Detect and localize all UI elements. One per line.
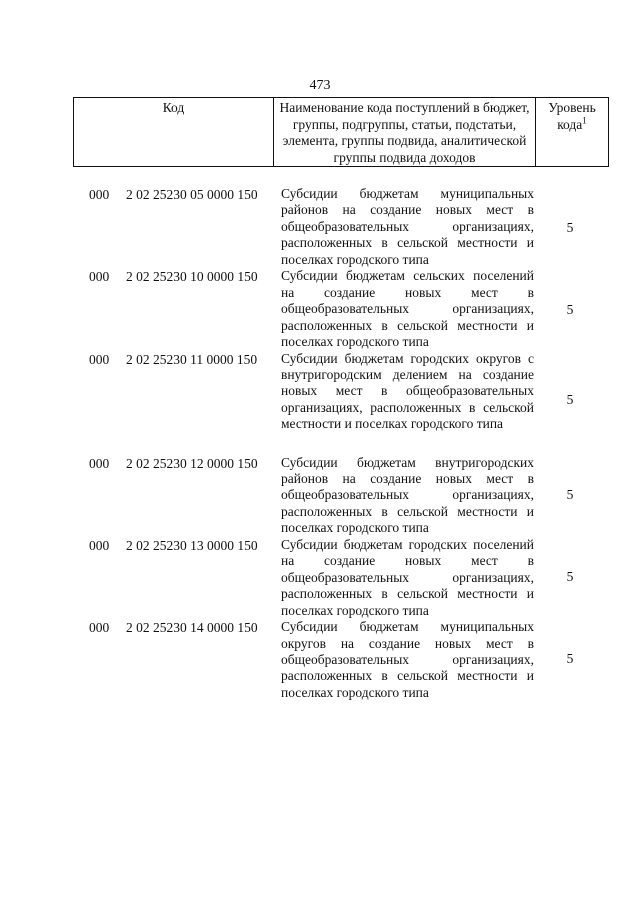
admin-code: 000 <box>89 351 110 367</box>
admin-code: 000 <box>89 455 110 471</box>
header-name: Наименование кода поступлений в бюджет, группы, подгруппы, статьи, подстатьи, элемента, группы подвида, аналитической группы подвида доходов <box>274 98 536 166</box>
income-name: Субсидии бюджетам городских поселений на создание новых мест в общеобразовательных организациях, расположенных в сельской местности и поселках городского типа <box>281 536 534 618</box>
budget-code: 2 02 25230 11 0000 150 <box>126 351 258 367</box>
table-row <box>0 455 640 537</box>
header-level-label: Уровень кода <box>548 100 596 132</box>
code-level: 5 <box>566 486 574 502</box>
budget-code: 2 02 25230 12 0000 150 <box>126 455 258 471</box>
budget-code: 2 02 25230 05 0000 150 <box>126 187 258 202</box>
admin-code: 000 <box>89 187 110 202</box>
table-row <box>0 186 640 268</box>
admin-code: 000 <box>89 269 110 285</box>
code-level: 5 <box>566 391 574 407</box>
income-name: Субсидии бюджетам внутригородских районов на создание новых мест в общеобразовательных организациях, расположенных в сельской местности и поселках городского типа <box>281 454 534 536</box>
code-level: 5 <box>566 220 574 235</box>
income-name: Субсидии бюджетам городских округов с внутригородским делением на создание новых мест в общеобразовательных организациях, расположенных в сельской местности и поселках городского типа <box>281 350 534 432</box>
page-number: 473 <box>309 78 331 93</box>
income-code-list <box>0 186 640 701</box>
table-row <box>0 619 640 701</box>
code-level: 5 <box>566 302 574 318</box>
income-name: Субсидии бюджетам сельских поселений на создание новых мест в общеобразовательных организациях, расположенных в сельской местности и поселках городского типа <box>281 268 534 349</box>
budget-code: 2 02 25230 13 0000 150 <box>126 537 258 553</box>
table-row <box>0 268 640 350</box>
budget-code: 2 02 25230 14 0000 150 <box>126 620 258 636</box>
table-row <box>0 351 640 455</box>
code-level: 5 <box>566 651 574 667</box>
header-level <box>536 98 608 166</box>
header-level-footnote: 1 <box>582 115 587 125</box>
admin-code: 000 <box>89 537 110 553</box>
budget-code: 2 02 25230 10 0000 150 <box>126 269 258 285</box>
table-row <box>0 537 640 619</box>
table-header <box>73 97 609 167</box>
income-name: Субсидии бюджетам муниципальных округов на создание новых мест в общеобразовательных организациях, расположенных в сельской местности и поселках городского типа <box>281 619 534 700</box>
admin-code: 000 <box>89 620 110 636</box>
header-code: Код <box>74 98 274 166</box>
code-level: 5 <box>566 568 574 584</box>
income-name: Субсидии бюджетам муниципальных районов на создание новых мест в общеобразовательных организациях, расположенных в сельской местности и поселках городского типа <box>281 186 534 267</box>
